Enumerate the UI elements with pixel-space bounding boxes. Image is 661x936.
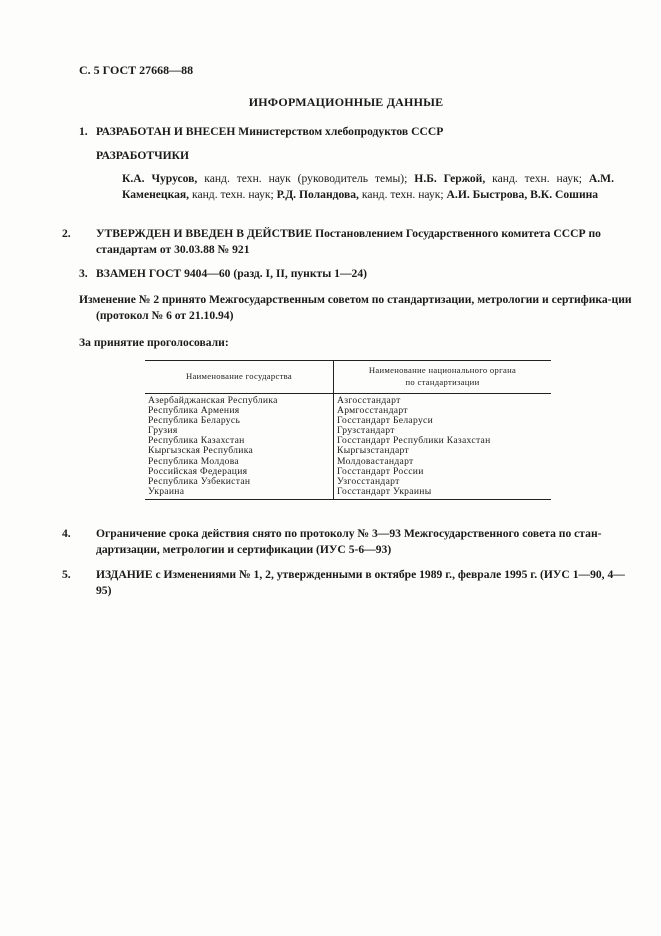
body-cell: Кыргызстандарт xyxy=(337,445,409,457)
developers-heading: РАЗРАБОТЧИКИ xyxy=(96,149,190,162)
developer-name: В.К. Сошина xyxy=(530,187,599,201)
state-cell: Республика Армения xyxy=(145,406,334,416)
developer-name: А.И. Быстрова, xyxy=(446,187,528,201)
table-header-row xyxy=(145,361,551,394)
developer-name: Н.Б. Гержой, xyxy=(414,172,486,185)
developer-name: К.А. Чурусов, xyxy=(122,172,198,185)
developer-info: канд. техн. наук; xyxy=(361,187,444,201)
column-header-body xyxy=(334,361,552,394)
body-cell: Азгосстандарт xyxy=(337,395,401,406)
section-3-text: ВЗАМЕН ГОСТ 9404—60 (разд. I, II, пункты 1—24) xyxy=(96,267,368,280)
section-5 xyxy=(62,567,632,598)
state-cell: Украина xyxy=(145,487,334,500)
developer-name: Р.Д. Поландова, xyxy=(276,187,359,201)
state-cell: Республика Узбекистан xyxy=(145,477,334,487)
state-cell: Республика Молдова xyxy=(145,457,334,467)
body-cell: Узгосстандарт xyxy=(337,475,400,487)
voted-heading: За принятие проголосовали: xyxy=(79,336,229,349)
section-1-number: 1. xyxy=(79,125,88,138)
section-1 xyxy=(79,124,619,140)
body-cell: Госстандарт Украины xyxy=(334,487,552,500)
amendment-note: Изменение № 2 принято Межгосударственным советом по стандартизации, метрологии и сертифика-ции (протокол № 6 от 21.10.94) xyxy=(79,293,632,322)
developers-list xyxy=(122,171,614,202)
column-header-state: Наименование государства xyxy=(145,361,334,394)
section-3-number: 3. xyxy=(79,267,88,280)
body-cell: Госстандарт Беларуси xyxy=(337,415,434,427)
section-5-lead: ИЗДАНИЕ xyxy=(96,568,153,581)
section-1-lead: РАЗРАБОТАН И ВНЕСЕН xyxy=(96,125,236,138)
page-title: ИНФОРМАЦИОННЫЕ ДАННЫЕ xyxy=(248,95,444,109)
body-cell: Молдовастандарт xyxy=(337,455,414,467)
state-cell: Российская Федерация xyxy=(145,467,334,477)
developer-info: канд. техн. наук; xyxy=(492,172,582,185)
state-cell: Республика Казахстан xyxy=(145,436,334,446)
section-4-number: 4. xyxy=(62,527,71,540)
section-4-text: Ограничение срока действия снято по протоколу № 3—93 Межгосударственного совета по стан-дартизации, метрологии и сертификации (ИУС 5-6—93) xyxy=(96,527,602,556)
body-cell: Армгосстандарт xyxy=(337,405,408,417)
developer-info: канд. техн. наук (руководитель темы); xyxy=(204,172,408,185)
table-row xyxy=(145,487,551,500)
state-cell: Грузия xyxy=(145,426,334,436)
standards-bodies-table xyxy=(145,360,551,500)
state-cell: Азербайджанская Республика xyxy=(145,394,334,407)
section-3 xyxy=(79,266,367,282)
state-cell: Кыргызская Республика xyxy=(145,446,334,456)
section-1-text: Министерством хлебопродуктов СССР xyxy=(238,125,444,138)
page-header: С. 5 ГОСТ 27668—88 xyxy=(79,63,194,77)
body-cell: Грузстандарт xyxy=(337,425,395,437)
section-2 xyxy=(62,226,632,257)
column-header-body-line2: по стандартизации xyxy=(405,376,480,387)
section-4 xyxy=(62,526,632,557)
developer-name: А.М. Каменецкая, xyxy=(122,172,614,201)
section-5-number: 5. xyxy=(62,568,71,581)
state-cell: Республика Беларусь xyxy=(145,416,334,426)
section-2-number: 2. xyxy=(62,227,71,240)
section-5-text: с Изменениями № 1, 2, утвержденными в октябре 1989 г., феврале 1995 г. (ИУС 1—90, 4—95) xyxy=(96,568,625,597)
section-2-text: Постановлением Государственного комитета СССР по стандартам от 30.03.88 № 921 xyxy=(96,227,601,256)
column-header-body-line1: Наименование национального органа xyxy=(368,365,517,375)
body-cell: Госстандарт Республики Казахстан xyxy=(337,435,491,447)
body-cell: Госстандарт России xyxy=(337,465,424,477)
developer-info: канд. техн. наук; xyxy=(191,187,274,201)
section-2-lead: УТВЕРЖДЕН И ВВЕДЕН В ДЕЙСТВИЕ xyxy=(96,227,313,240)
